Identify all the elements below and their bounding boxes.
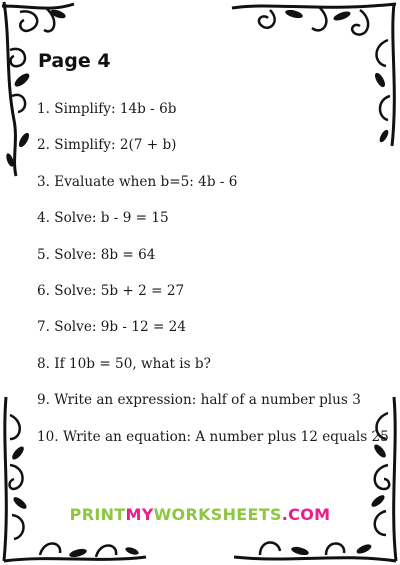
brand-part-com: .COM <box>281 505 331 524</box>
question-item: 5. Solve: 8b = 64 <box>37 246 156 263</box>
question-item: 4. Solve: b - 9 = 15 <box>37 210 169 227</box>
question-item: 2. Simplify: 2(7 + b) <box>37 137 177 154</box>
question-item: 3. Evaluate when b=5: 4b - 6 <box>37 173 238 190</box>
question-item: 10. Write an equation: A number plus 12 equals 25 <box>37 428 389 445</box>
brand-logo <box>0 505 400 524</box>
question-item: 8. If 10b = 50, what is b? <box>37 355 211 372</box>
question-item: 6. Solve: 5b + 2 = 27 <box>37 282 185 299</box>
brand-part-worksheets: WORKSHEETS <box>153 505 282 524</box>
brand-part-print: PRINT <box>69 505 126 524</box>
question-list <box>37 97 389 461</box>
question-item: 1. Simplify: 14b - 6b <box>37 101 177 117</box>
page-title: Page 4 <box>38 50 111 72</box>
question-item: 9. Write an expression: half of a number plus 3 <box>37 392 361 409</box>
brand-part-my: MY <box>125 505 154 524</box>
question-item: 7. Solve: 9b - 12 = 24 <box>37 319 186 336</box>
